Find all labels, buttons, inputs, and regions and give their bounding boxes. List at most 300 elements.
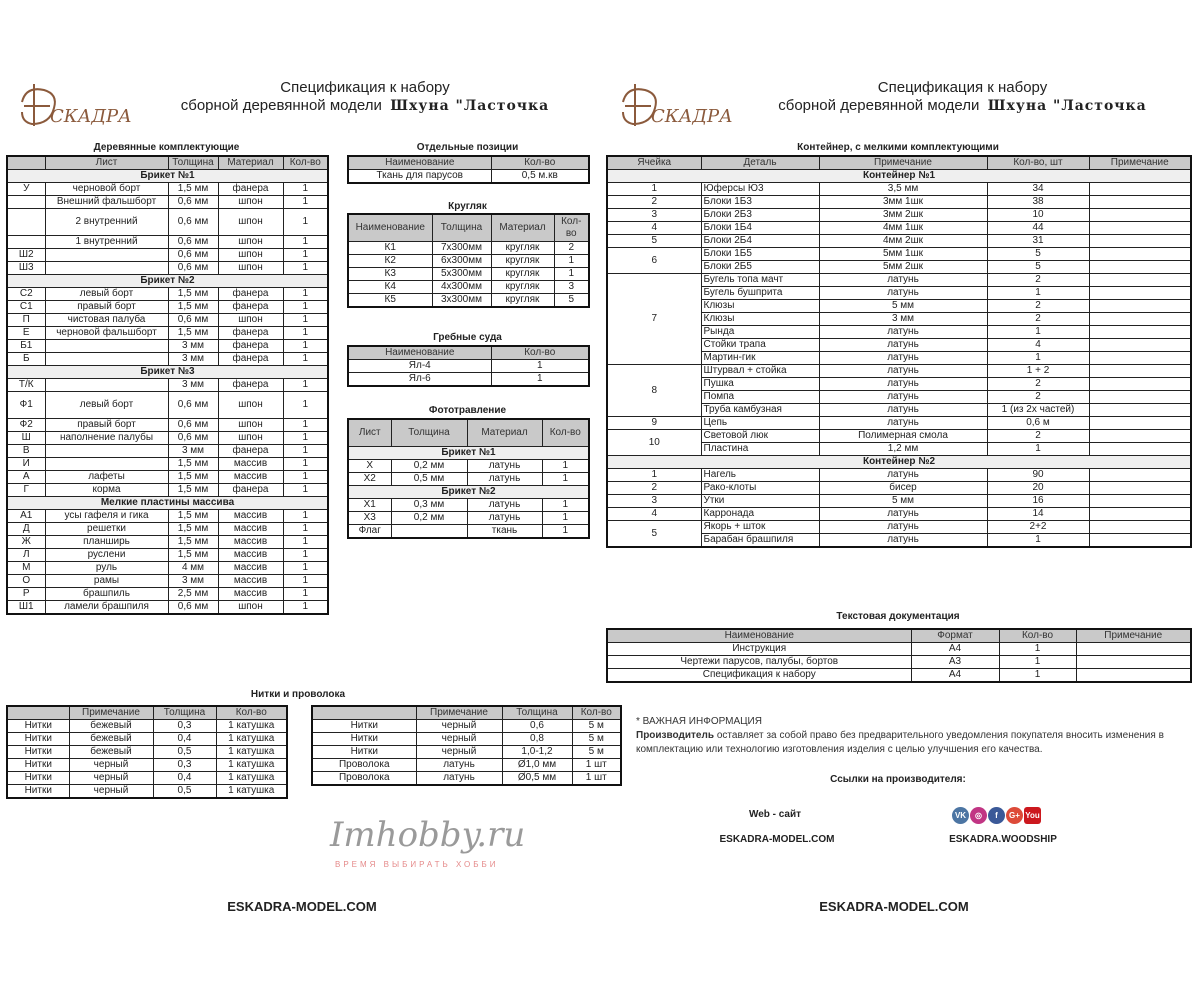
table-cell: Х (348, 459, 391, 472)
table-cell: 1 (283, 249, 328, 262)
important-heading: * ВАЖНАЯ ИНФОРМАЦИЯ (636, 716, 762, 727)
table-cell: 1 (283, 523, 328, 536)
table-cell: латунь (467, 511, 542, 524)
google-plus-icon[interactable]: G+ (1006, 807, 1023, 824)
section-row (7, 275, 328, 288)
section-row (348, 446, 589, 459)
table-row (7, 432, 328, 445)
table-cell (1089, 378, 1191, 391)
table-cell (45, 340, 168, 353)
header-row (7, 156, 328, 170)
web-url-link[interactable]: ESKADRA-MODEL.COM (719, 834, 835, 845)
table-cell: 1 (283, 562, 328, 575)
table-cell: 1 катушка (216, 785, 287, 799)
table-cell: 5x300мм (432, 267, 491, 280)
table-cell: 1 (283, 327, 328, 340)
table-cell: 3 мм (168, 340, 218, 353)
table-cell (1089, 521, 1191, 534)
column-header: Примечание (416, 706, 502, 720)
table-cell (1089, 326, 1191, 339)
table-cell: Х1 (348, 498, 391, 511)
table-cell (1089, 235, 1191, 248)
table-cell: 2 (987, 300, 1089, 313)
section-row (348, 485, 589, 498)
table-cell: 1 (283, 353, 328, 366)
wood-parts-table (6, 155, 329, 615)
table-cell: У (7, 183, 45, 196)
table-cell: Ткань для парусов (348, 170, 491, 184)
table-cell: 2 (554, 241, 589, 254)
table-cell: Якорь + шток (701, 521, 819, 534)
column-header: Толщина (502, 706, 572, 720)
table-row (312, 720, 621, 733)
table-cell: решетки (45, 523, 168, 536)
table-cell: Нагель (701, 469, 819, 482)
table-cell: шпон (218, 601, 283, 615)
header-row (312, 706, 621, 720)
watermark-tagline: ВРЕМЯ ВЫБИРАТЬ ХОББИ (335, 860, 499, 869)
table-cell: 1 (491, 360, 589, 373)
table-cell: фанера (218, 445, 283, 458)
table-cell: 5 м (572, 746, 621, 759)
table-cell: Нитки (7, 733, 69, 746)
table-cell: П (7, 314, 45, 327)
table-cell: 3мм 2шк (819, 209, 987, 222)
table-cell: 4x300мм (432, 280, 491, 293)
table-cell: Блоки 2Б4 (701, 235, 819, 248)
header-row (607, 629, 1191, 643)
table-row (348, 241, 589, 254)
table-cell: 1 (283, 262, 328, 275)
column-header (7, 706, 69, 720)
table-cell: 0,6 мм (168, 419, 218, 432)
table-cell: 1 (283, 209, 328, 236)
table-cell: 90 (987, 469, 1089, 482)
table-row (607, 209, 1191, 222)
facebook-icon[interactable]: f (988, 807, 1005, 824)
table-cell: 1 катушка (216, 759, 287, 772)
section-row (607, 170, 1191, 183)
table-cell: 1 (999, 643, 1076, 656)
table-cell: массив (218, 588, 283, 601)
table-cell: фанера (218, 301, 283, 314)
title-line-2: сборной деревянной модели (180, 97, 382, 114)
table-cell: 3 мм (168, 379, 218, 392)
table-row (348, 459, 589, 472)
table-cell: латунь (819, 534, 987, 548)
table-cell: 1 (987, 287, 1089, 300)
table-cell: фанера (218, 340, 283, 353)
container-table (606, 155, 1192, 548)
table-row (7, 249, 328, 262)
table-cell: кругляк (491, 293, 554, 307)
table-cell: 1 катушка (216, 746, 287, 759)
table-row (7, 471, 328, 484)
table-cell: 0,6 мм (168, 262, 218, 275)
table-cell (1076, 643, 1191, 656)
table-cell (7, 196, 45, 209)
table-cell: 4 (987, 339, 1089, 352)
table-cell: кругляк (491, 254, 554, 267)
table-cell: латунь (819, 521, 987, 534)
document-title (130, 79, 600, 115)
youtube-icon[interactable]: You (1024, 807, 1041, 824)
table-cell: 1 (491, 373, 589, 387)
table-cell (1089, 261, 1191, 274)
table-cell: ткань (467, 524, 542, 538)
table-row (7, 458, 328, 471)
table-cell: О (7, 575, 45, 588)
column-header: Кол-во (491, 346, 589, 360)
table-cell: 0,6 мм (168, 432, 218, 445)
table-cell: Блоки 2Б5 (701, 261, 819, 274)
table-row (607, 365, 1191, 378)
table-cell: 1 (из 2х частей) (987, 404, 1089, 417)
column-header: Наименование (348, 346, 491, 360)
column-header: Примечание (819, 156, 987, 170)
table-cell: Чертежи парусов, палубы, бортов (607, 656, 911, 669)
table-row (607, 495, 1191, 508)
column-header: Кол-во (542, 419, 589, 446)
table-cell: 5мм 1шк (819, 248, 987, 261)
table-cell: Проволока (312, 772, 416, 786)
table-cell: Ø0,5 мм (502, 772, 572, 786)
table-cell: латунь (819, 391, 987, 404)
cell-number: 2 (607, 482, 701, 495)
table-cell: Мартин-гик (701, 352, 819, 365)
table-cell: 1,2 мм (819, 443, 987, 456)
table-cell: 0,2 мм (391, 459, 467, 472)
table-cell: 1 (283, 183, 328, 196)
table-cell: Т/К (7, 379, 45, 392)
important-text: оставляет за собой право без предварительного уведомления покупателя вносить изменения в комплектацию или технологию изготовления изделия с целью улучшения его качества. (636, 730, 1164, 755)
table-cell: руль (45, 562, 168, 575)
table-cell: 3x300мм (432, 293, 491, 307)
section-row (7, 497, 328, 510)
section-label: Брикет №3 (7, 366, 328, 379)
table-cell: усы гафеля и гика (45, 510, 168, 523)
table-cell (7, 236, 45, 249)
table-row (7, 183, 328, 196)
table-cell: 5 м (572, 720, 621, 733)
table-cell: 1 внутренний (45, 236, 168, 249)
table-cell: черный (69, 759, 153, 772)
social-handle-link[interactable]: ESKADRA.WOODSHIP (949, 834, 1057, 845)
cell-number: 2 (607, 196, 701, 209)
docs-table (606, 628, 1192, 683)
ship-name: Шхуна "Ласточка (390, 98, 550, 114)
table-cell: 2+2 (987, 521, 1089, 534)
table-cell: 3,5 мм (819, 183, 987, 196)
cell-number: 10 (607, 430, 701, 456)
table-row (7, 785, 287, 799)
table-cell: Ял-4 (348, 360, 491, 373)
table-cell: бежевый (69, 746, 153, 759)
table-cell: С2 (7, 288, 45, 301)
table-cell (45, 445, 168, 458)
table-cell: 1 (283, 458, 328, 471)
table-cell: 3 мм (168, 575, 218, 588)
table-cell: 0,6 мм (168, 236, 218, 249)
table-cell: 1 + 2 (987, 365, 1089, 378)
right-footer-url[interactable]: ESKADRA-MODEL.COM (819, 899, 969, 914)
table-cell: латунь (819, 365, 987, 378)
table-cell: латунь (819, 469, 987, 482)
table-cell: 5 (554, 293, 589, 307)
cell-number: 5 (607, 521, 701, 548)
table-cell: фанера (218, 327, 283, 340)
column-header: Кол-во (283, 156, 328, 170)
table-cell: Юферсы Ю3 (701, 183, 819, 196)
table-cell: Д (7, 523, 45, 536)
table-cell (1089, 508, 1191, 521)
column-header: Толщина (391, 419, 467, 446)
table-cell (1089, 248, 1191, 261)
column-header: Кол-во (216, 706, 287, 720)
column-header: Примечание (69, 706, 153, 720)
table-cell: 1 (283, 288, 328, 301)
table-cell: А3 (911, 656, 999, 669)
table-cell: 1 катушка (216, 720, 287, 733)
photo-etching-title: Фототравление (428, 405, 507, 416)
table-row (348, 280, 589, 293)
header-row (348, 419, 589, 446)
table-cell: 2 (987, 430, 1089, 443)
table-cell (1089, 300, 1191, 313)
table-cell: латунь (467, 498, 542, 511)
table-cell: 1,5 мм (168, 510, 218, 523)
table-cell (1089, 313, 1191, 326)
section-label: Брикет №2 (7, 275, 328, 288)
table-cell: 1 (283, 236, 328, 249)
table-cell: 1,5 мм (168, 458, 218, 471)
table-cell: Помпа (701, 391, 819, 404)
table-cell: 5 м (572, 733, 621, 746)
table-row (348, 293, 589, 307)
column-header (7, 156, 45, 170)
table-cell: чистовая палуба (45, 314, 168, 327)
cell-number: 7 (607, 274, 701, 365)
table-cell: Рында (701, 326, 819, 339)
table-cell: С1 (7, 301, 45, 314)
table-cell: 1,5 мм (168, 549, 218, 562)
table-cell (1089, 222, 1191, 235)
table-cell: Б1 (7, 340, 45, 353)
table-cell (45, 249, 168, 262)
table-row (7, 236, 328, 249)
table-cell: 1 (554, 254, 589, 267)
table-cell: 1,5 мм (168, 288, 218, 301)
table-cell (1089, 339, 1191, 352)
web-label: Web - сайт (748, 809, 802, 820)
wood-parts-title: Деревянные комплектующие (93, 142, 240, 153)
table-row (348, 472, 589, 485)
table-cell: 4мм 2шк (819, 235, 987, 248)
table-cell: 2 внутренний (45, 209, 168, 236)
table-cell: корма (45, 484, 168, 497)
table-row (7, 445, 328, 458)
table-cell: 1 (283, 301, 328, 314)
eskadra-logo-right (615, 78, 733, 130)
table-cell: шпон (218, 236, 283, 249)
table-cell: А1 (7, 510, 45, 523)
table-cell: наполнение палубы (45, 432, 168, 445)
separate-items-title: Отдельные позиции (416, 142, 519, 153)
table-row (7, 759, 287, 772)
table-cell: 1 (987, 534, 1089, 548)
table-cell: 2,5 мм (168, 588, 218, 601)
left-footer-url[interactable]: ESKADRA-MODEL.COM (227, 899, 377, 914)
table-cell: кругляк (491, 267, 554, 280)
table-row (312, 759, 621, 772)
table-cell: 1 (283, 445, 328, 458)
table-cell: 0,6 мм (168, 601, 218, 615)
table-row (7, 196, 328, 209)
table-row (7, 288, 328, 301)
table-cell (45, 353, 168, 366)
table-cell: К4 (348, 280, 432, 293)
title-line-1: Спецификация к набору (877, 79, 1048, 96)
table-row (607, 196, 1191, 209)
column-header: Лист (348, 419, 391, 446)
header-row (7, 706, 287, 720)
table-cell: 34 (987, 183, 1089, 196)
instagram-icon[interactable]: ◎ (970, 807, 987, 824)
table-cell: Г (7, 484, 45, 497)
title-line-2: сборной деревянной модели (778, 97, 980, 114)
table-cell (1089, 183, 1191, 196)
table-cell (7, 209, 45, 236)
table-row (7, 510, 328, 523)
table-cell: массив (218, 471, 283, 484)
table-cell: 0,5 (153, 785, 216, 799)
table-cell: 1 (283, 471, 328, 484)
table-cell: Утки (701, 495, 819, 508)
title-line-1: Спецификация к набору (280, 79, 450, 96)
threads-table-1 (6, 705, 288, 799)
table-row (348, 498, 589, 511)
column-header (312, 706, 416, 720)
table-cell: 1 шт (572, 772, 621, 786)
table-cell: 0,6 м (987, 417, 1089, 430)
table-cell: фанера (218, 288, 283, 301)
table-cell: 1 (987, 443, 1089, 456)
table-cell: Блоки 1Б4 (701, 222, 819, 235)
table-cell: массив (218, 549, 283, 562)
table-row (312, 746, 621, 759)
table-row (348, 254, 589, 267)
table-cell: Л (7, 549, 45, 562)
column-header: Толщина (168, 156, 218, 170)
table-row (7, 209, 328, 236)
table-cell: Труба камбузная (701, 404, 819, 417)
table-cell: 0,6 мм (168, 209, 218, 236)
table-cell: А4 (911, 643, 999, 656)
table-cell: Нитки (312, 720, 416, 733)
table-cell: левый борт (45, 288, 168, 301)
table-cell: 3мм 1шк (819, 196, 987, 209)
docs-title: Текстовая документация (836, 611, 960, 622)
table-cell: Блоки 1Б3 (701, 196, 819, 209)
vk-icon[interactable]: VK (952, 807, 969, 824)
table-cell: 1 (542, 472, 589, 485)
column-header: Лист (45, 156, 168, 170)
table-cell: лафеты (45, 471, 168, 484)
table-cell: 1 (283, 392, 328, 419)
table-cell: 0,5 м.кв (491, 170, 589, 184)
table-cell: В (7, 445, 45, 458)
table-cell: шпон (218, 249, 283, 262)
column-header: Кол-во (554, 214, 589, 241)
table-cell: 1 (542, 524, 589, 538)
document-title-right (730, 79, 1195, 115)
table-cell: 0,3 мм (391, 498, 467, 511)
table-cell: К1 (348, 241, 432, 254)
table-cell: Пластина (701, 443, 819, 456)
table-cell: Клюзы (701, 313, 819, 326)
table-row (7, 353, 328, 366)
table-cell: 31 (987, 235, 1089, 248)
table-cell: Ф2 (7, 419, 45, 432)
table-cell: 1,5 мм (168, 471, 218, 484)
table-cell: Нитки (7, 772, 69, 785)
table-cell: 0,6 мм (168, 249, 218, 262)
table-row (7, 379, 328, 392)
table-row (7, 392, 328, 419)
photo-etching-table (347, 418, 590, 539)
watermark: Imhobby.ru (330, 815, 526, 855)
column-header: Кол-во (999, 629, 1076, 643)
cell-number: 1 (607, 469, 701, 482)
table-cell: латунь (819, 326, 987, 339)
table-cell: правый борт (45, 419, 168, 432)
table-row (607, 508, 1191, 521)
table-cell: 1 шт (572, 759, 621, 772)
table-cell (1089, 391, 1191, 404)
table-cell: массив (218, 575, 283, 588)
section-label: Брикет №1 (7, 170, 328, 183)
table-cell: 5 (987, 248, 1089, 261)
table-row (7, 588, 328, 601)
column-header: Кол-во (572, 706, 621, 720)
table-cell: 1 (283, 314, 328, 327)
round-stock-table (347, 213, 590, 308)
table-cell (1089, 482, 1191, 495)
table-cell: 1 (554, 267, 589, 280)
table-cell (1076, 656, 1191, 669)
table-cell: Полимерная смола (819, 430, 987, 443)
table-cell: латунь (819, 508, 987, 521)
table-cell (1089, 534, 1191, 548)
table-row (7, 484, 328, 497)
table-cell: шпон (218, 419, 283, 432)
column-header: Толщина (153, 706, 216, 720)
table-cell: 1 (999, 656, 1076, 669)
table-row (7, 720, 287, 733)
table-cell (1089, 274, 1191, 287)
table-row (7, 314, 328, 327)
cell-number: 9 (607, 417, 701, 430)
column-header: Примечание (1089, 156, 1191, 170)
table-cell: 1 (283, 549, 328, 562)
table-cell: латунь (819, 339, 987, 352)
table-row (7, 301, 328, 314)
table-cell: 1,5 мм (168, 536, 218, 549)
table-cell: Стойки трапа (701, 339, 819, 352)
svg-text:СКАДРА: СКАДРА (50, 106, 132, 127)
rowing-boats-title: Гребные суда (433, 332, 502, 343)
table-cell: К3 (348, 267, 432, 280)
